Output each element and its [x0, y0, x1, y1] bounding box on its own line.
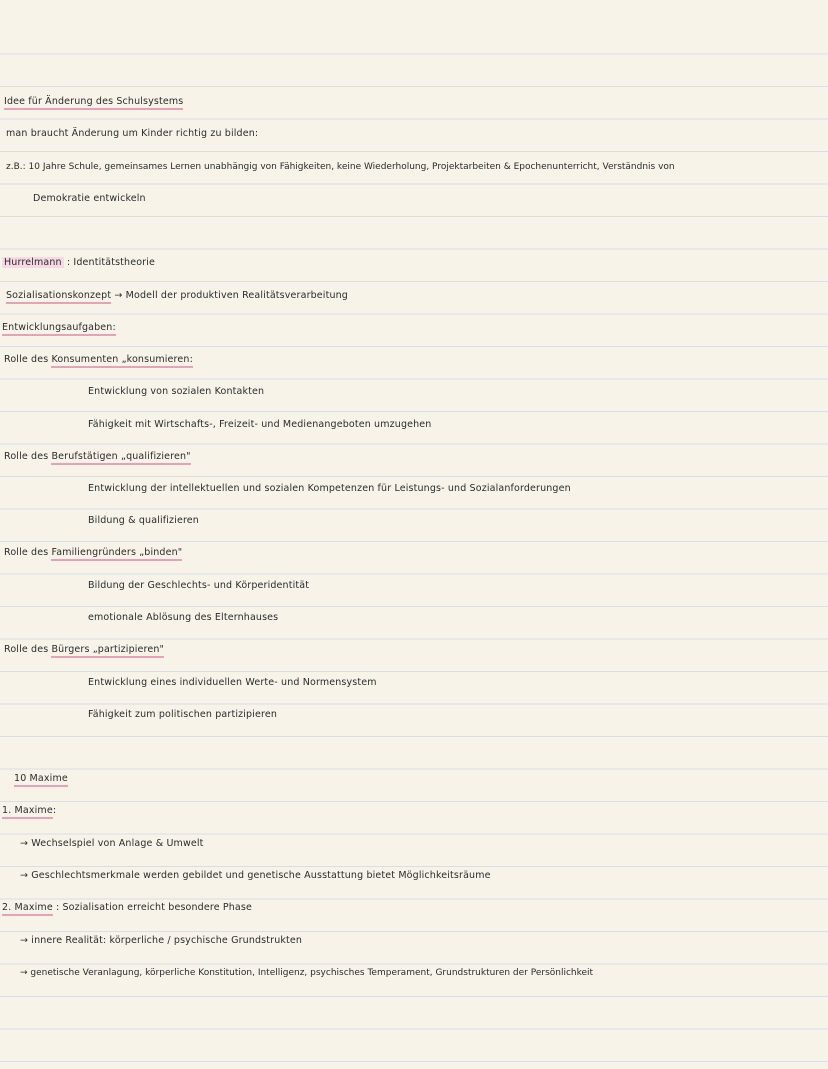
note-text: :	[52, 805, 57, 816]
role-name: Konsumenten „konsumieren:	[51, 354, 192, 368]
role-line	[4, 546, 828, 560]
bullet-line: Bildung der Geschlechts- und Körperidentität	[88, 580, 310, 591]
role-name: Familiengründers „binden"	[51, 547, 182, 561]
maxime-line	[2, 901, 828, 915]
role-line	[4, 353, 828, 367]
role-prefix: Rolle des	[4, 644, 49, 655]
role-prefix: Rolle des	[4, 451, 49, 462]
note-line: Demokratie entwickeln	[33, 193, 146, 204]
note-text: : Sozialisation erreicht besondere Phase	[55, 902, 252, 913]
role-prefix: Rolle des	[4, 547, 49, 558]
note-text: : Identitätstheorie	[66, 257, 156, 268]
bullet-line: Entwicklung eines individuellen Werte- und Normensystem	[88, 677, 377, 688]
heading-text: Idee für Änderung des Schulsystems	[4, 96, 183, 110]
highlighted-name: Hurrelmann	[4, 257, 62, 268]
role-name: Berufstätigen „qualifizieren"	[51, 451, 190, 465]
role-line	[4, 643, 828, 657]
role-prefix: Rolle des	[4, 354, 49, 365]
subheading-text: Entwicklungsaufgaben:	[2, 322, 116, 336]
bullet-line: Fähigkeit mit Wirtschafts-, Freizeit- und Medienangeboten umzugehen	[88, 419, 432, 430]
arrow-line: → Geschlechtsmerkmale werden gebildet und genetische Ausstattung bietet Möglichkeitsräume	[20, 870, 491, 881]
maxime-line	[2, 804, 828, 818]
heading-schulsystem	[4, 95, 828, 109]
arrow-line: → genetische Veranlagung, körperliche Konstitution, Intelligenz, psychisches Temperament, Grundstrukturen der Persönlichkeit	[20, 968, 594, 978]
heading-hurrelmann	[2, 256, 828, 270]
bullet-line: Entwicklung der intellektuellen und sozialen Kompetenzen für Leistungs- und Sozialanforderungen	[88, 483, 571, 494]
role-line	[4, 450, 828, 464]
note-line	[6, 289, 828, 303]
heading-maxime	[14, 772, 828, 786]
note-line: z.B.: 10 Jahre Schule, gemeinsames Lernen unabhängig von Fähigkeiten, keine Wiederholung, Projektarbeiten & Epochenunterricht, Verständnis von	[6, 162, 675, 172]
bullet-line: Bildung & qualifizieren	[88, 515, 199, 526]
arrow-line: → innere Realität: körperliche / psychische Grundstrukten	[20, 935, 303, 946]
highlighted-term: Sozialisationskonzept	[6, 290, 111, 304]
heading-text: 10 Maxime	[14, 773, 68, 787]
maxime-label: 2. Maxime	[2, 902, 53, 916]
bullet-line: emotionale Ablösung des Elternhauses	[88, 612, 279, 623]
bullet-line: Fähigkeit zum politischen partizipieren	[88, 709, 278, 720]
role-name: Bürgers „partizipieren"	[51, 644, 164, 658]
bullet-line: Entwicklung von sozialen Kontakten	[88, 386, 265, 397]
maxime-label: 1. Maxime	[2, 805, 53, 819]
subheading-entwicklungsaufgaben	[2, 321, 828, 335]
arrow-line: → Wechselspiel von Anlage & Umwelt	[20, 838, 204, 849]
note-line: man braucht Änderung um Kinder richtig zu bilden:	[6, 128, 259, 139]
note-text: → Modell der produktiven Realitätsverarbeitung	[114, 290, 348, 301]
